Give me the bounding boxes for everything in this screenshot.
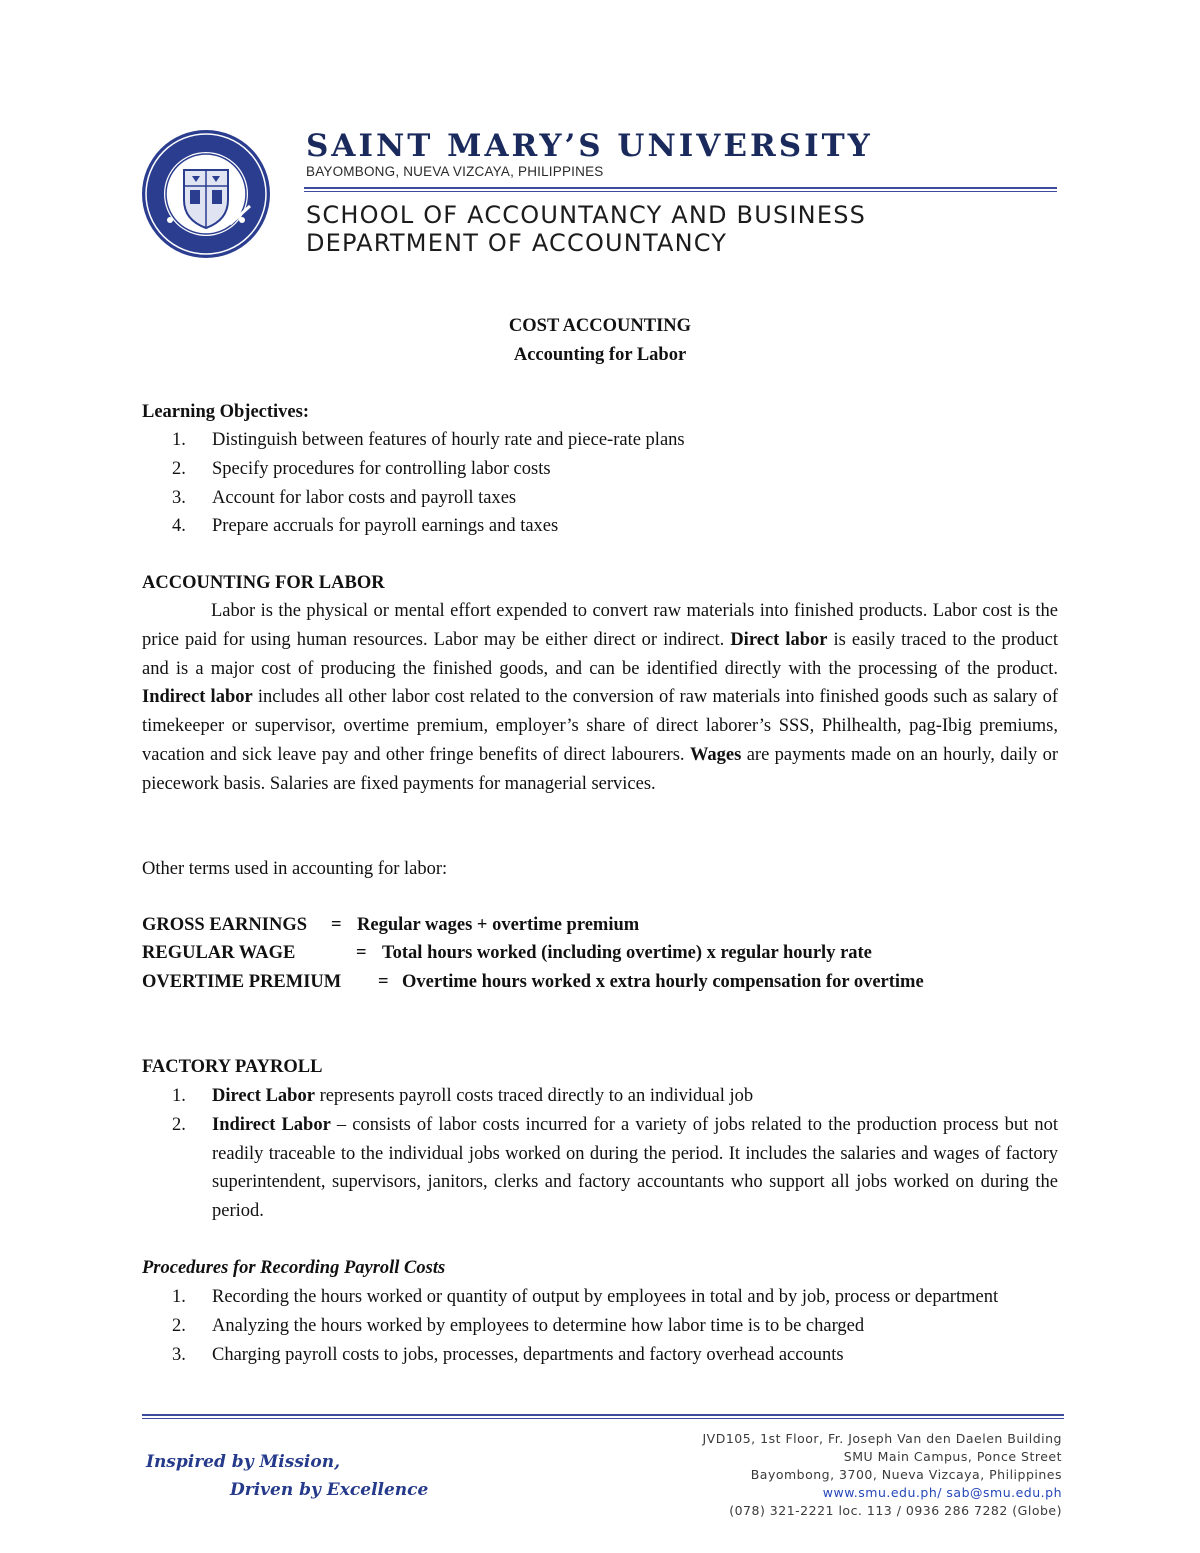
list-item: 3. Charging payroll costs to jobs, processes, departments and factory overhead accounts [172, 1344, 844, 1365]
list-item: 1. Recording the hours worked or quantity of output by employees in total and by job, process or department [172, 1287, 999, 1307]
factory-payroll-list [142, 1082, 1058, 1226]
course-title: COST ACCOUNTING [508, 316, 692, 336]
procedures-list [142, 1283, 1058, 1369]
header-divider [304, 187, 1057, 189]
formula-overtime-premium: OVERTIME PREMIUM = Overtime hours worked x extra hourly compensation for overtime [142, 972, 924, 992]
university-seal-icon [140, 128, 272, 260]
list-item: 3. Account for labor costs and payroll taxes [172, 487, 517, 508]
footer-divider-thin [142, 1418, 1064, 1419]
school-name: SCHOOL OF ACCOUNTANCY AND BUSINESS [306, 201, 867, 229]
footer-address: JVD105, 1st Floor, Fr. Joseph Van den Daelen Building SMU Main Campus, Ponce Street Bayombong, 3700, Nueva Vizcaya, Philippines www.smu.edu.ph/ sab@smu.edu.ph (078) 321-2221 loc. 113 / 0936 286 7282 (Globe) [702, 1431, 1062, 1518]
list-item: 2. Analyzing the hours worked by employees to determine how labor time is to be charged [172, 1315, 865, 1336]
list-item: 4. Prepare accruals for payroll earnings and taxes [172, 516, 559, 537]
objectives-heading: Learning Objectives: [142, 402, 309, 422]
section-heading-accounting-for-labor: ACCOUNTING FOR LABOR [142, 573, 385, 593]
motto-line-1: Inspired by Mission, [146, 1452, 340, 1472]
motto-line-2: Driven by Excellence [230, 1480, 429, 1500]
other-terms-intro: Other terms used in accounting for labor: [142, 859, 448, 879]
objectives-list [142, 426, 685, 541]
department-name: DEPARTMENT OF ACCOUNTANCY [306, 229, 728, 257]
list-item: 2. Specify procedures for controlling labor costs [172, 458, 551, 479]
header-divider-thin [304, 191, 1057, 192]
list-item: 2. Indirect Labor – consists of labor costs incurred for a variety of jobs related to the production process but not readily traceable to the individual jobs worked on during the period. It includes the salaries and wages of factory superintendent, supervisors, janitors, clerks and factory accountants who support all jobs worked on during the period. [172, 1114, 1058, 1222]
footer-divider [142, 1414, 1064, 1416]
procedures-heading: Procedures for Recording Payroll Costs [142, 1258, 446, 1278]
footer-phone: (078) 321-2221 loc. 113 / 0936 286 7282 (Globe) [729, 1503, 1062, 1518]
labor-paragraph: Labor is the physical or mental effort expended to convert raw materials into finished products. Labor cost is the price paid for using human resources. Labor may be either direct or indirect. Direct labor is easily traced to the product and is a major cost of producing the finished goods, and can be identified directly with the processing of the product. Indirect labor includes all other labor cost related to the conversion of raw materials into finished goods such as salary of timekeeper or supervisor, overtime premium, employer’s share of direct laborer’s SSS, Philhealth, pag-Ibig premiums, vacation and sick leave pay and other fringe benefits of direct labourers. Wages are payments made on an hourly, daily or piecework basis. Salaries are fixed payments for managerial services. [142, 601, 1059, 794]
list-item: 1. Distinguish between features of hourly rate and piece-rate plans [172, 430, 685, 450]
university-name: SAINT MARY’S UNIVERSITY [306, 128, 873, 164]
university-location: BAYOMBONG, NUEVA VIZCAYA, PHILIPPINES [306, 164, 604, 179]
section-heading-factory-payroll: FACTORY PAYROLL [142, 1057, 323, 1077]
topic-title: Accounting for Labor [513, 345, 687, 365]
footer-web-email-link[interactable]: www.smu.edu.ph/ sab@smu.edu.ph [822, 1485, 1062, 1500]
formula-regular-wage: REGULAR WAGE = Total hours worked (including overtime) x regular hourly rate [142, 943, 872, 963]
list-item: 1. Direct Labor represents payroll costs traced directly to an individual job [172, 1086, 754, 1106]
formula-gross-earnings: GROSS EARNINGS = Regular wages + overtime premium [142, 915, 640, 935]
